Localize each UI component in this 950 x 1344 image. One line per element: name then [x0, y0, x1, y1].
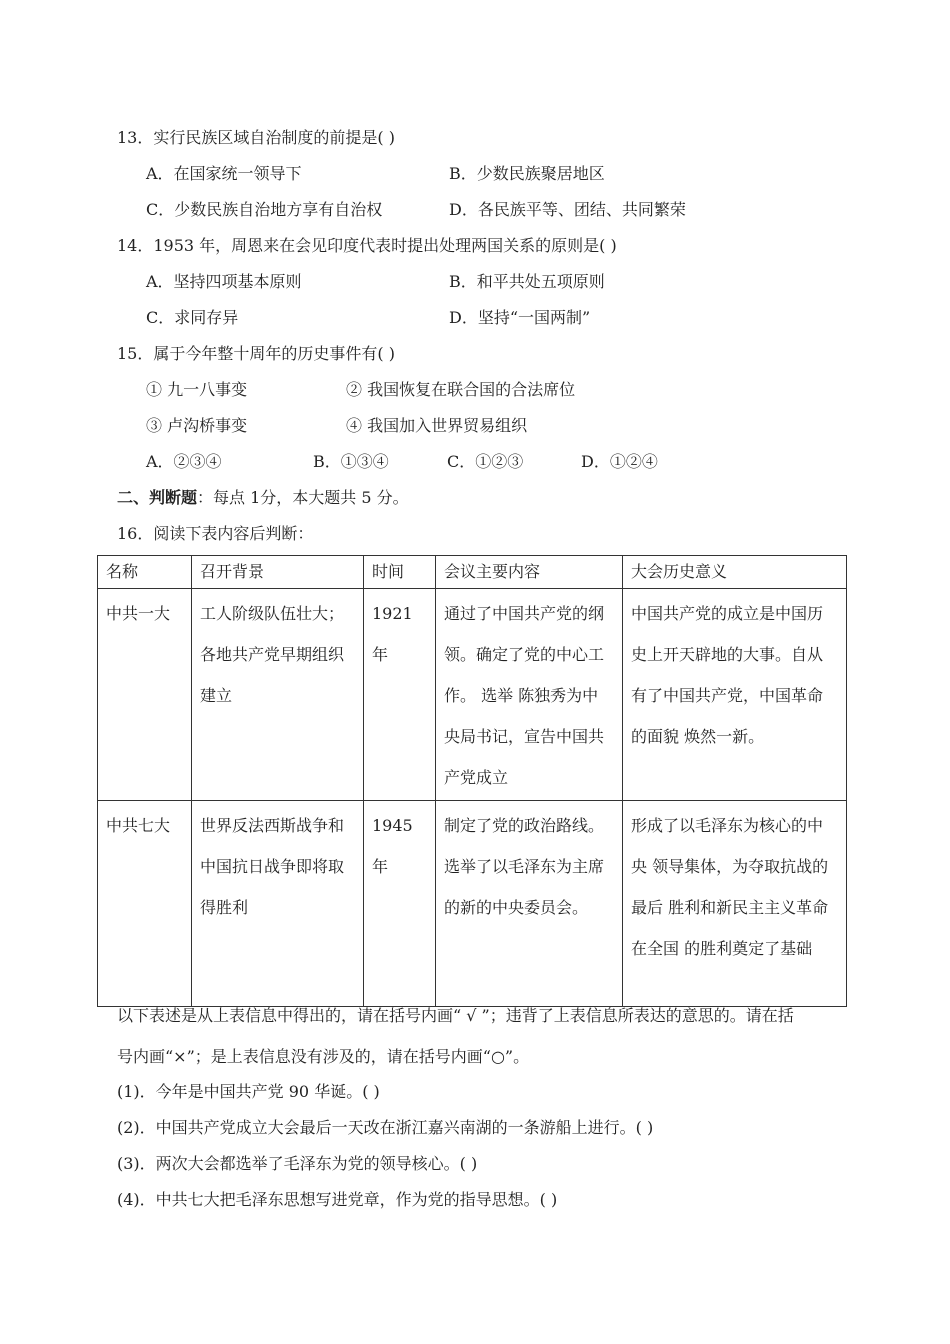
q14-stem: 14．1953 年，周恩来在会见印度代表时提出处理两国关系的原则是( )	[117, 236, 617, 255]
cell-content: 通过了中国共产党的纲领。确定了党的中心工作。 选举 陈独秀为中央局书记，宣告中国共产党成立	[436, 589, 623, 801]
header-content: 会议主要内容	[436, 556, 623, 589]
statement-1: (1)．今年是中国共产党 90 华诞。( )	[117, 1082, 380, 1101]
q14-option-a: A．坚持四项基本原则	[146, 272, 302, 291]
statement-3: (3)．两次大会都选举了毛泽东为党的领导核心。( )	[117, 1154, 478, 1173]
q15-item-4: ④ 我国加入世界贸易组织	[346, 416, 528, 435]
header-meaning: 大会历史意义	[623, 556, 847, 589]
section-desc: ：每点 1分，本大题共 5 分。	[197, 488, 409, 507]
instruction-line-1: 以下表述是从上表信息中得出的，请在括号内画“ √ ”；违背了上表信息所表达的意思的。请在括	[117, 1006, 794, 1025]
statement-4: (4)．中共七大把毛泽东思想写进党章，作为党的指导思想。( )	[117, 1190, 558, 1209]
q15-option-c: C．①②③	[447, 452, 524, 471]
q15-option-a: A．②③④	[146, 452, 222, 471]
q16-stem: 16．阅读下表内容后判断：	[117, 524, 314, 543]
q13-option-b: B．少数民族聚居地区	[449, 164, 605, 183]
cell-meaning: 中国共产党的成立是中国历史上开天辟地的大事。自从有了中国共产党，中国革命的面貌 焕然一新。	[623, 589, 847, 801]
q15-option-d: D．①②④	[581, 452, 658, 471]
q14-option-b: B．和平共处五项原则	[449, 272, 605, 291]
congress-table	[97, 555, 847, 1007]
cell-time: 1945 年	[364, 801, 436, 1007]
instruction-line-2: 号内画“×”；是上表信息没有涉及的，请在括号内画“○”。	[117, 1047, 530, 1066]
q15-option-b: B．①③④	[313, 452, 389, 471]
cell-background: 世界反法西斯战争和中国抗日战争即将取得胜利	[192, 801, 364, 1007]
table-row	[98, 801, 847, 1007]
header-time: 时间	[364, 556, 436, 589]
q13-option-c: C．少数民族自治地方享有自治权	[146, 200, 383, 219]
header-background: 召开背景	[192, 556, 364, 589]
cell-content: 制定了党的政治路线。选举了以毛泽东为主席的新的中央委员会。	[436, 801, 623, 1007]
header-name: 名称	[98, 556, 192, 589]
q15-item-3: ③ 卢沟桥事变	[146, 416, 248, 435]
q13-stem: 13．实行民族区域自治制度的前提是( )	[117, 128, 395, 147]
cell-name: 中共一大	[98, 589, 192, 801]
q15-item-2: ② 我国恢复在联合国的合法席位	[346, 380, 576, 399]
q13-option-d: D．各民族平等、团结、共同繁荣	[449, 200, 686, 219]
statement-2: (2)．中国共产党成立大会最后一天改在浙江嘉兴南湖的一条游船上进行。( )	[117, 1118, 654, 1137]
q15-stem: 15．属于今年整十周年的历史事件有( )	[117, 344, 395, 363]
q14-option-d: D．坚持“一国两制”	[449, 308, 591, 327]
section-title: 二、判断题	[117, 488, 198, 507]
cell-background: 工人阶级队伍壮大；各地共产党早期组织建立	[192, 589, 364, 801]
cell-time: 1921 年	[364, 589, 436, 801]
q15-item-1: ① 九一八事变	[146, 380, 248, 399]
cell-meaning: 形成了以毛泽东为核心的中央 领导集体，为夺取抗战的最后 胜利和新民主主义革命在全国 的胜利奠定了基础	[623, 801, 847, 1007]
q13-option-a: A．在国家统一领导下	[146, 164, 302, 183]
section-heading	[117, 487, 409, 509]
q14-option-c: C．求同存异	[146, 308, 239, 327]
table-row	[98, 589, 847, 801]
table-header-row	[98, 556, 847, 589]
cell-name: 中共七大	[98, 801, 192, 1007]
